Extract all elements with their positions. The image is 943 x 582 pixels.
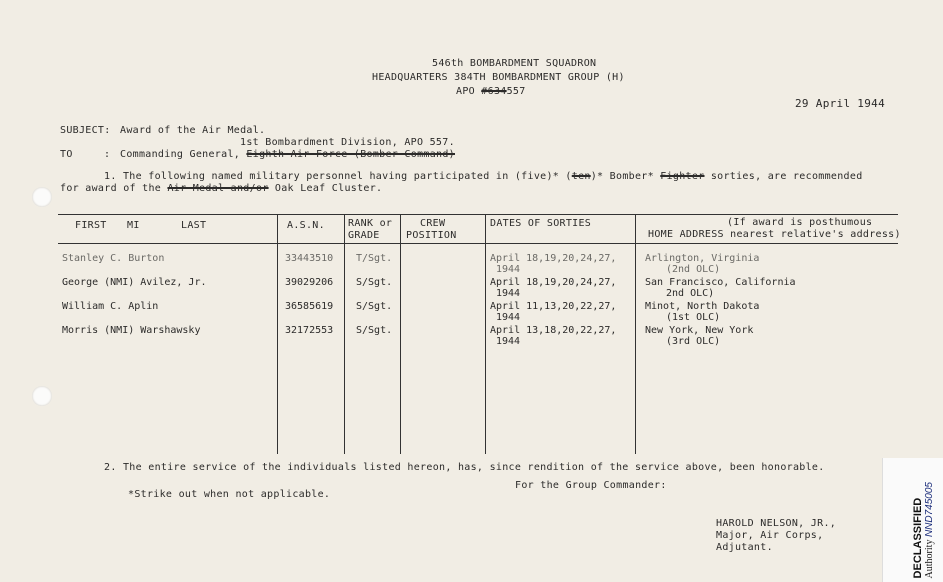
authority-label: Authority xyxy=(924,539,935,578)
row-3-rank: S/Sgt. xyxy=(356,301,393,312)
th-first: FIRST xyxy=(75,220,107,231)
row-3-addr1: Minot, North Dakota xyxy=(645,301,760,312)
th-crew-1: CREW xyxy=(420,218,446,229)
para2-num: 2. xyxy=(104,462,117,473)
row-4-addr2: (3rd OLC) xyxy=(666,336,721,347)
row-2-addr1: San Francisco, California xyxy=(645,277,796,288)
row-1-dates2: 1944 xyxy=(496,264,521,275)
para1-text-b: )* Bomber* xyxy=(590,171,661,182)
para1-line2 xyxy=(60,183,382,194)
apo-prefix: APO xyxy=(456,86,482,97)
col-divider-5 xyxy=(635,214,636,454)
to-label: TO xyxy=(60,149,73,160)
header-apo xyxy=(456,86,526,97)
th-home-2: HOME ADDRESS nearest relative's address) xyxy=(648,229,901,240)
row-1-addr2: (2nd OLC) xyxy=(666,264,721,275)
row-2-name: George (NMI) Avilez, Jr. xyxy=(62,277,207,288)
authority-number: NND745005 xyxy=(924,481,935,537)
apo-new: 557 xyxy=(506,86,526,97)
to-addressee: Commanding General, xyxy=(120,149,241,160)
col-divider-3 xyxy=(400,214,401,454)
to-colon: : xyxy=(104,149,111,160)
th-home-1: (If award is posthumous xyxy=(727,217,873,228)
row-4-rank: S/Sgt. xyxy=(356,325,393,336)
th-rank-1: RANK or xyxy=(348,218,393,229)
for-group-commander: For the Group Commander: xyxy=(515,480,667,491)
subject-text: Award of the Air Medal. xyxy=(120,125,266,136)
row-3-addr2: (1st OLC) xyxy=(666,312,721,323)
para1-line1 xyxy=(104,171,863,182)
signature-title: Adjutant. xyxy=(716,542,773,553)
th-crew-2: POSITION xyxy=(406,230,457,241)
row-1-addr1: Arlington, Virginia xyxy=(645,253,760,264)
footnote: *Strike out when not applicable. xyxy=(128,489,331,500)
para2 xyxy=(104,462,825,473)
para1-line2-b: Oak Leaf Cluster. xyxy=(268,183,383,194)
row-3-asn: 36585619 xyxy=(285,301,334,312)
col-divider-2 xyxy=(344,214,345,454)
row-4-asn: 32172553 xyxy=(285,325,334,336)
subject-label: SUBJECT: xyxy=(60,125,111,136)
row-4-addr1: New York, New York xyxy=(645,325,754,336)
apo-struck: #634 xyxy=(481,86,507,97)
col-divider-4 xyxy=(485,214,486,454)
declassification-stamp xyxy=(882,458,943,582)
declassified-text xyxy=(912,482,935,578)
table-top-rule xyxy=(58,214,898,215)
row-1-name: Stanley C. Burton xyxy=(62,253,165,264)
th-last: LAST xyxy=(181,220,207,231)
signature-name: HAROLD NELSON, JR., xyxy=(716,518,837,529)
row-4-name: Morris (NMI) Warshawsky xyxy=(62,325,201,336)
row-3-dates2: 1944 xyxy=(496,312,521,323)
punch-hole-bottom xyxy=(32,386,52,406)
row-1-asn: 33443510 xyxy=(285,253,334,264)
row-1-rank: T/Sgt. xyxy=(356,253,393,264)
header-squadron: 546th BOMBARDMENT SQUADRON xyxy=(432,58,597,69)
row-3-dates1: April 11,13,20,22,27, xyxy=(490,301,617,312)
row-2-dates1: April 18,19,20,24,27, xyxy=(490,277,617,288)
row-2-dates2: 1944 xyxy=(496,288,521,299)
table-header-rule xyxy=(58,243,898,244)
row-3-name: William C. Aplin xyxy=(62,301,159,312)
para1-line2-a: for award of the xyxy=(60,183,168,194)
to-inserted: 1st Bombardment Division, APO 557. xyxy=(240,137,455,148)
col-divider-1 xyxy=(277,214,278,454)
th-mi: MI xyxy=(127,220,140,231)
row-4-dates2: 1944 xyxy=(496,336,521,347)
th-rank-2: GRADE xyxy=(348,230,380,241)
to-text xyxy=(120,149,455,160)
row-2-asn: 39029206 xyxy=(285,277,334,288)
para1-text-c: sorties, are recommended xyxy=(704,171,863,182)
row-4-dates1: April 13,18,20,22,27, xyxy=(490,325,617,336)
para1-struck-fighter: Fighter xyxy=(660,171,705,182)
header-group: HEADQUARTERS 384TH BOMBARDMENT GROUP (H) xyxy=(372,72,625,83)
punch-hole-top xyxy=(32,187,52,207)
para1-num: 1. xyxy=(104,171,117,182)
para1-line2-struck: Air Medal and/or xyxy=(167,183,269,194)
document-date: 29 April 1944 xyxy=(795,97,885,110)
para2-text: The entire service of the individuals listed hereon, has, since rendition of the service above, been honorable. xyxy=(122,462,825,473)
row-2-addr2: 2nd OLC) xyxy=(666,288,715,299)
declassified-label: DECLASSIFIED xyxy=(912,497,924,578)
row-1-dates1: April 18,19,20,24,27, xyxy=(490,253,617,264)
para1-text-a: The following named military personnel having participated in (five)* ( xyxy=(122,171,572,182)
th-asn: A.S.N. xyxy=(287,220,325,231)
to-struck: Eighth Air Force (Bomber Command) xyxy=(246,149,455,160)
para1-struck-ten: ten xyxy=(571,171,591,182)
row-2-rank: S/Sgt. xyxy=(356,277,393,288)
signature-rank: Major, Air Corps, xyxy=(716,530,824,541)
th-dates: DATES OF SORTIES xyxy=(490,218,592,229)
